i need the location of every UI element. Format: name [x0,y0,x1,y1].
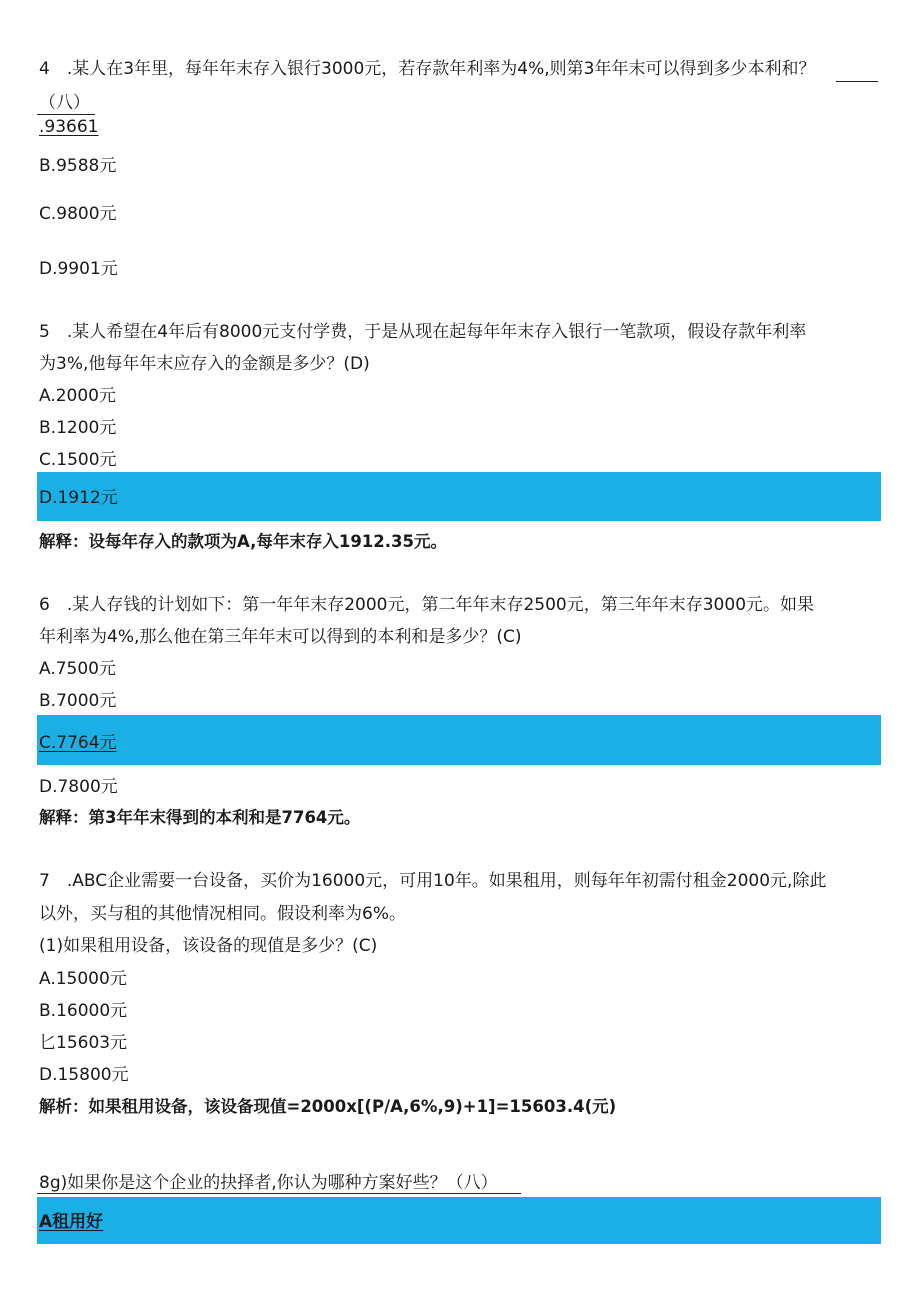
q7-sub-question-1: (1)如果租用设备，该设备的现值是多少？(C) [39,936,378,956]
q8-answer-highlight [37,1197,881,1244]
q6-stem-line1: 6 .某人存钱的计划如下：第一年年末存2000元，第二年年末存2500元，第三年年末存3000元。如果 [39,595,815,615]
q4-stem-line2: （八） [39,93,90,113]
q5-option-b: B.1200元 [39,418,117,438]
q5-option-d: D.1912元 [39,488,118,508]
q4-stem-line1: 4 .某人在3年里，每年年末存入银行3000元，若存款年利率为4%,则第3年年末可以得到多少本利和？ [39,59,816,79]
q5-stem-line2: 为3%,他每年年末应存入的金额是多少？(D) [39,354,370,374]
q6-option-c: C.7764元 [39,733,117,753]
q6-option-d: D.7800元 [39,777,118,797]
q8-stem: 8g)如果你是这个企业的抉择者,你认为哪种方案好些？（八） [39,1173,498,1193]
q5-explanation: 解释：设每年存入的款项为A,每年末存入1912.35元。 [39,532,447,551]
q5-option-a: A.2000元 [39,386,116,406]
q7-option-d: D.15800元 [39,1065,129,1085]
q8-answer: A租用好 [39,1212,104,1232]
q6-stem-line2: 年利率为4%,那么他在第三年年末可以得到的本利和是多少？(C) [39,627,522,647]
q7-option-c: 匕15603元 [39,1033,128,1053]
q6-option-a: A.7500元 [39,659,116,679]
q4-option-a: .93661 [39,117,99,137]
q6-explanation: 解释：第3年年末得到的本利和是7764元。 [39,808,361,827]
q6-answer-highlight [37,715,881,765]
q5-stem-line1: 5 .某人希望在4年后有8000元支付学费，于是从现在起每年年末存入银行一笔款项，假设存款年利率 [39,322,807,342]
q4-option-c: C.9800元 [39,204,117,224]
q6-option-b: B.7000元 [39,691,117,711]
q4-option-b: B.9588元 [39,156,117,176]
q4-option-d: D.9901元 [39,259,118,279]
q8-underline [37,1193,521,1194]
q4-underline-2 [37,114,95,115]
q7-option-b: B.16000元 [39,1001,128,1021]
q5-option-c: C.1500元 [39,450,117,470]
q5-answer-highlight [37,472,881,521]
q7-stem-line2: 以外，买与租的其他情况相同。假设利率为6%。 [39,904,406,924]
q4-underline [836,81,878,82]
q7-stem-line1: 7 .ABC企业需要一台设备，买价为16000元，可用10年。如果租用，则每年年初需付租金2000元,除此 [39,871,827,891]
q7-option-a: A.15000元 [39,969,127,989]
q7-explanation: 解析：如果租用设备，该设备现值=2000x[(P/A,6%,9)+1]=15603.4(元) [39,1097,617,1116]
